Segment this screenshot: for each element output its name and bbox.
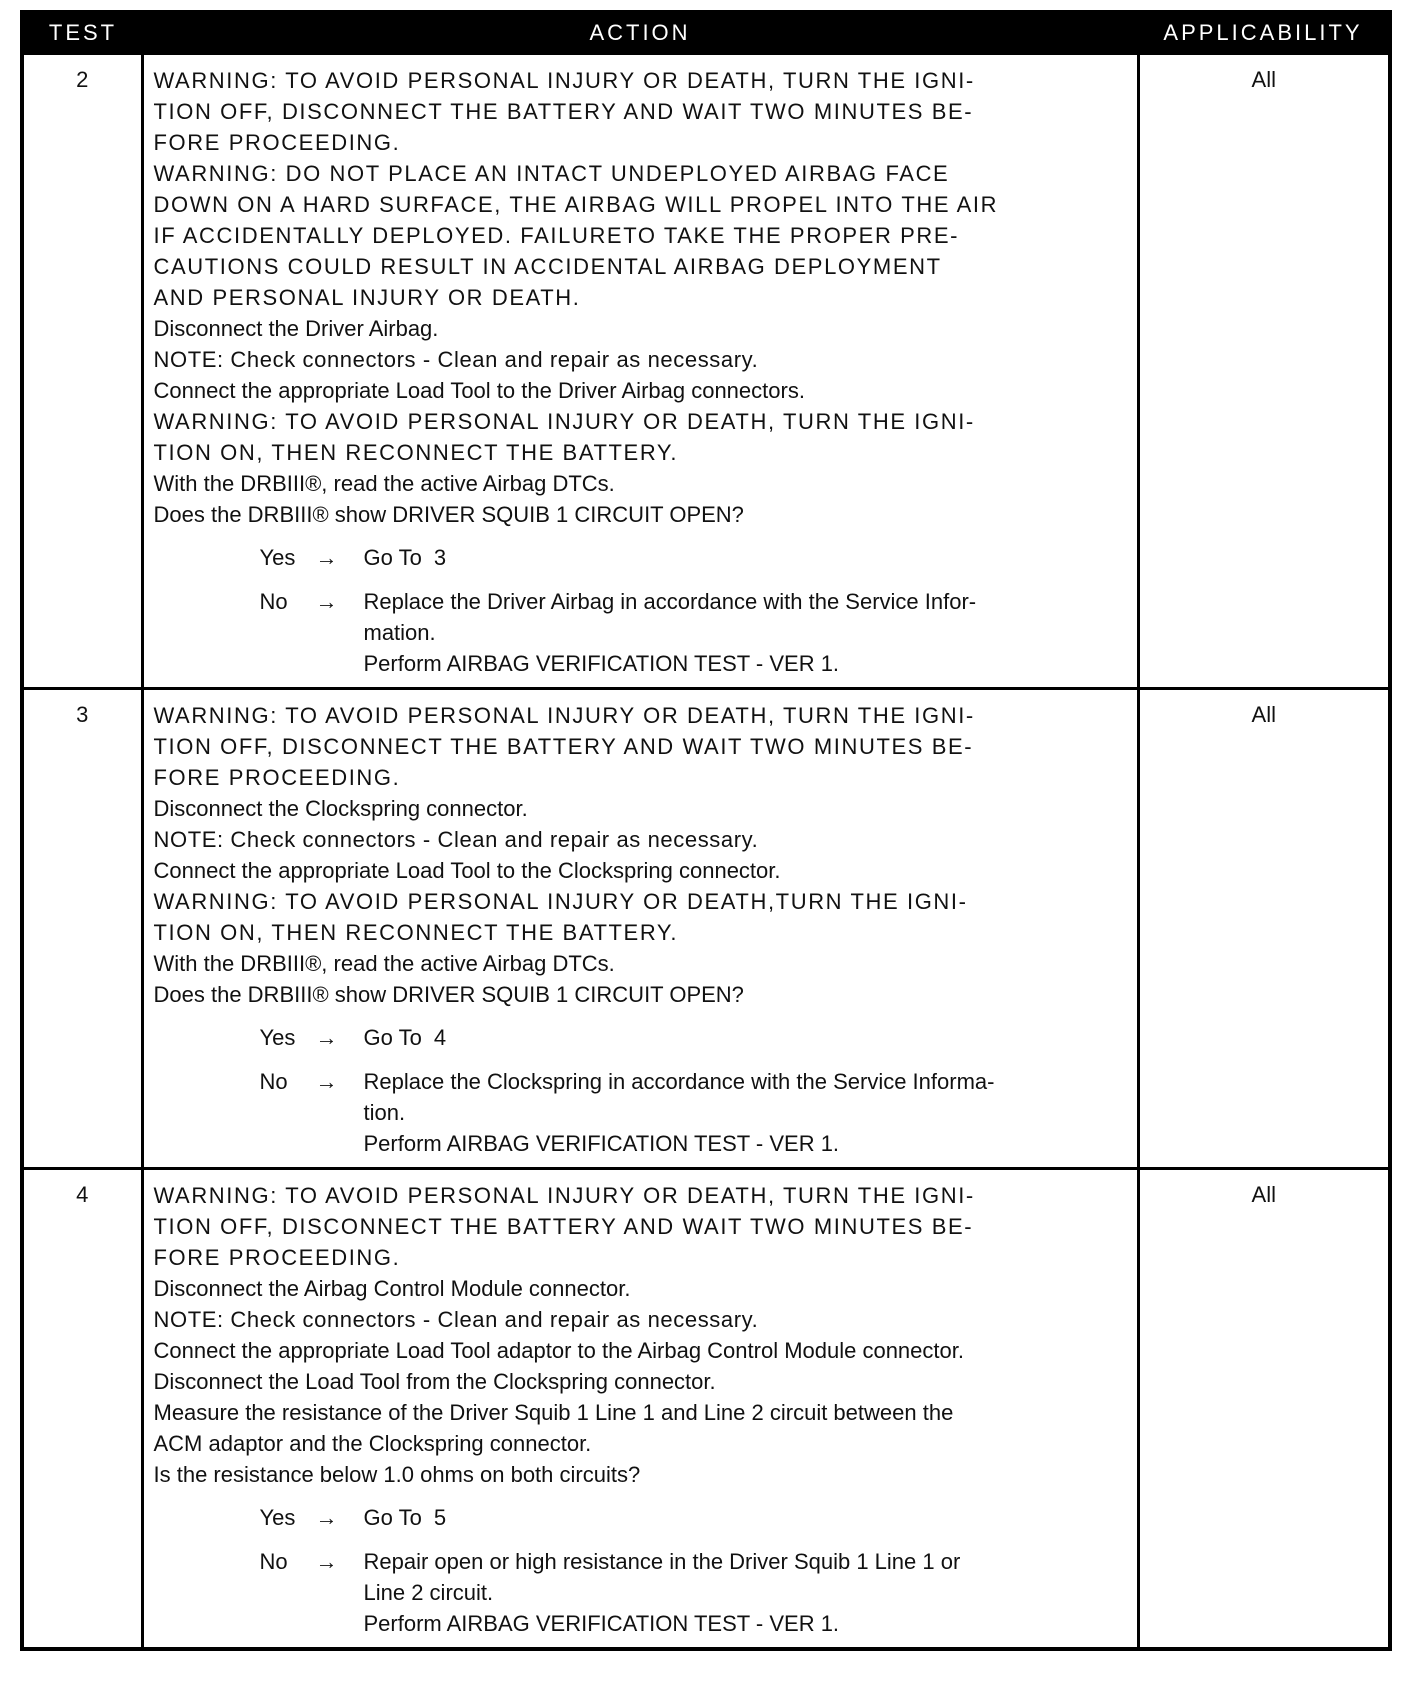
warning-line: WARNING: DO NOT PLACE AN INTACT UNDEPLOYED AIRBAG FACE (153, 161, 950, 186)
instruction-line: Connect the appropriate Load Tool to the Driver Airbag connectors. (153, 378, 805, 403)
goto-step: 3 (433, 545, 447, 570)
instruction-line: Connect the appropriate Load Tool to the Clockspring connector. (153, 858, 781, 883)
goto-step: 5 (433, 1505, 447, 1530)
no-result-line: Repair open or high resistance in the Driver Squib 1 Line 1 or (363, 1549, 961, 1574)
instruction-line: Disconnect the Driver Airbag. (153, 316, 439, 341)
applicability-cell: All (1138, 54, 1390, 689)
no-label: No (259, 1069, 288, 1094)
test-number: 2 (22, 54, 142, 689)
arrow-icon: → (315, 1069, 338, 1094)
question-line: Does the DRBIII® show DRIVER SQUIB 1 CIRCUIT OPEN? (153, 502, 744, 527)
yes-result (364, 1022, 1127, 1053)
warning-line: DOWN ON A HARD SURFACE, THE AIRBAG WILL PROPEL INTO THE AIR (153, 192, 999, 217)
yes-label: Yes (259, 545, 296, 570)
no-result-line: Line 2 circuit. (363, 1580, 494, 1605)
warning-line: AND PERSONAL INJURY OR DEATH. (153, 285, 581, 310)
goto-text: Go To (363, 1505, 422, 1530)
yes-result (364, 1502, 1127, 1533)
goto-text: Go To (363, 1025, 422, 1050)
warning-line: FORE PROCEEDING. (153, 765, 401, 790)
no-result-line: tion. (363, 1100, 406, 1125)
no-result-line: Perform AIRBAG VERIFICATION TEST - VER 1. (363, 651, 840, 676)
instruction-line: Connect the appropriate Load Tool adaptor to the Airbag Control Module connector. (153, 1338, 964, 1363)
table-header (22, 12, 1390, 54)
no-label: No (259, 589, 288, 614)
diagnostic-procedure-page (20, 10, 1388, 1651)
instruction-line: With the DRBIII®, read the active Airbag DTCs. (153, 951, 615, 976)
warning-line: TION OFF, DISCONNECT THE BATTERY AND WAIT TWO MINUTES BE- (153, 99, 974, 124)
warning-line: WARNING: TO AVOID PERSONAL INJURY OR DEATH,TURN THE IGNI- (153, 889, 968, 914)
no-result-line: Replace the Clockspring in accordance with the Service Informa- (363, 1069, 995, 1094)
warning-line: IF ACCIDENTALLY DEPLOYED. FAILURETO TAKE THE PROPER PRE- (153, 223, 960, 248)
answer-no (260, 1066, 1127, 1159)
instruction-line: With the DRBIII®, read the active Airbag DTCs. (153, 471, 615, 496)
applicability-cell: All (1138, 689, 1390, 1169)
warning-line: WARNING: TO AVOID PERSONAL INJURY OR DEATH, TURN THE IGNI- (153, 68, 975, 93)
test-number: 3 (22, 689, 142, 1169)
warning-line: TION OFF, DISCONNECT THE BATTERY AND WAIT TWO MINUTES BE- (153, 1214, 974, 1239)
arrow-icon: → (315, 1505, 338, 1530)
test-row (22, 54, 1390, 689)
no-result-line: Replace the Driver Airbag in accordance with the Service Infor- (363, 589, 977, 614)
note-line: NOTE: Check connectors - Clean and repair as necessary. (153, 827, 759, 852)
instruction-line: ACM adaptor and the Clockspring connector. (153, 1431, 592, 1456)
arrow-icon: → (315, 589, 338, 614)
yes-label: Yes (259, 1025, 296, 1050)
note-line: NOTE: Check connectors - Clean and repair as necessary. (153, 347, 759, 372)
arrow-icon: → (315, 545, 338, 570)
goto-step: 4 (433, 1025, 447, 1050)
action-cell (142, 54, 1138, 689)
question-line: Does the DRBIII® show DRIVER SQUIB 1 CIRCUIT OPEN? (153, 982, 744, 1007)
answer-yes (260, 542, 1127, 573)
answer-yes (260, 1022, 1127, 1053)
test-row (22, 689, 1390, 1169)
no-result-line: Perform AIRBAG VERIFICATION TEST - VER 1. (363, 1131, 840, 1156)
warning-line: TION ON, THEN RECONNECT THE BATTERY. (153, 920, 679, 945)
answers (260, 1022, 1127, 1159)
header-action: ACTION (142, 12, 1138, 54)
instruction-line: Disconnect the Load Tool from the Clockspring connector. (153, 1369, 716, 1394)
yes-result (364, 542, 1127, 573)
test-row (22, 1169, 1390, 1650)
answers (260, 1502, 1127, 1639)
applicability-cell: All (1138, 1169, 1390, 1650)
test-number: 4 (22, 1169, 142, 1650)
arrow-icon: → (315, 1025, 338, 1050)
warning-line: FORE PROCEEDING. (153, 1245, 401, 1270)
answer-no (260, 1546, 1127, 1639)
goto-text: Go To (363, 545, 422, 570)
warning-line: TION OFF, DISCONNECT THE BATTERY AND WAIT TWO MINUTES BE- (153, 734, 974, 759)
action-cell (142, 689, 1138, 1169)
instruction-line: Measure the resistance of the Driver Squib 1 Line 1 and Line 2 circuit between the (153, 1400, 954, 1425)
answers (260, 542, 1127, 679)
instruction-line: Disconnect the Airbag Control Module connector. (153, 1276, 631, 1301)
warning-line: FORE PROCEEDING. (153, 130, 401, 155)
note-line: NOTE: Check connectors - Clean and repair as necessary. (153, 1307, 759, 1332)
header-test: TEST (22, 12, 142, 54)
action-cell (142, 1169, 1138, 1650)
question-line: Is the resistance below 1.0 ohms on both circuits? (153, 1462, 641, 1487)
warning-line: WARNING: TO AVOID PERSONAL INJURY OR DEATH, TURN THE IGNI- (153, 703, 975, 728)
answer-yes (260, 1502, 1127, 1533)
instruction-line: Disconnect the Clockspring connector. (153, 796, 528, 821)
warning-line: WARNING: TO AVOID PERSONAL INJURY OR DEATH, TURN THE IGNI- (153, 409, 975, 434)
no-result-line: mation. (363, 620, 436, 645)
no-result-line: Perform AIRBAG VERIFICATION TEST - VER 1. (363, 1611, 840, 1636)
arrow-icon: → (315, 1549, 338, 1574)
no-label: No (259, 1549, 288, 1574)
warning-line: WARNING: TO AVOID PERSONAL INJURY OR DEATH, TURN THE IGNI- (153, 1183, 975, 1208)
answer-no (260, 586, 1127, 679)
diagnostic-table (20, 10, 1392, 1651)
warning-line: CAUTIONS COULD RESULT IN ACCIDENTAL AIRBAG DEPLOYMENT (153, 254, 942, 279)
yes-label: Yes (259, 1505, 296, 1530)
no-result (364, 1546, 1127, 1639)
header-applicability: APPLICABILITY (1138, 12, 1390, 54)
warning-line: TION ON, THEN RECONNECT THE BATTERY. (153, 440, 679, 465)
no-result (364, 586, 1127, 679)
no-result (364, 1066, 1127, 1159)
